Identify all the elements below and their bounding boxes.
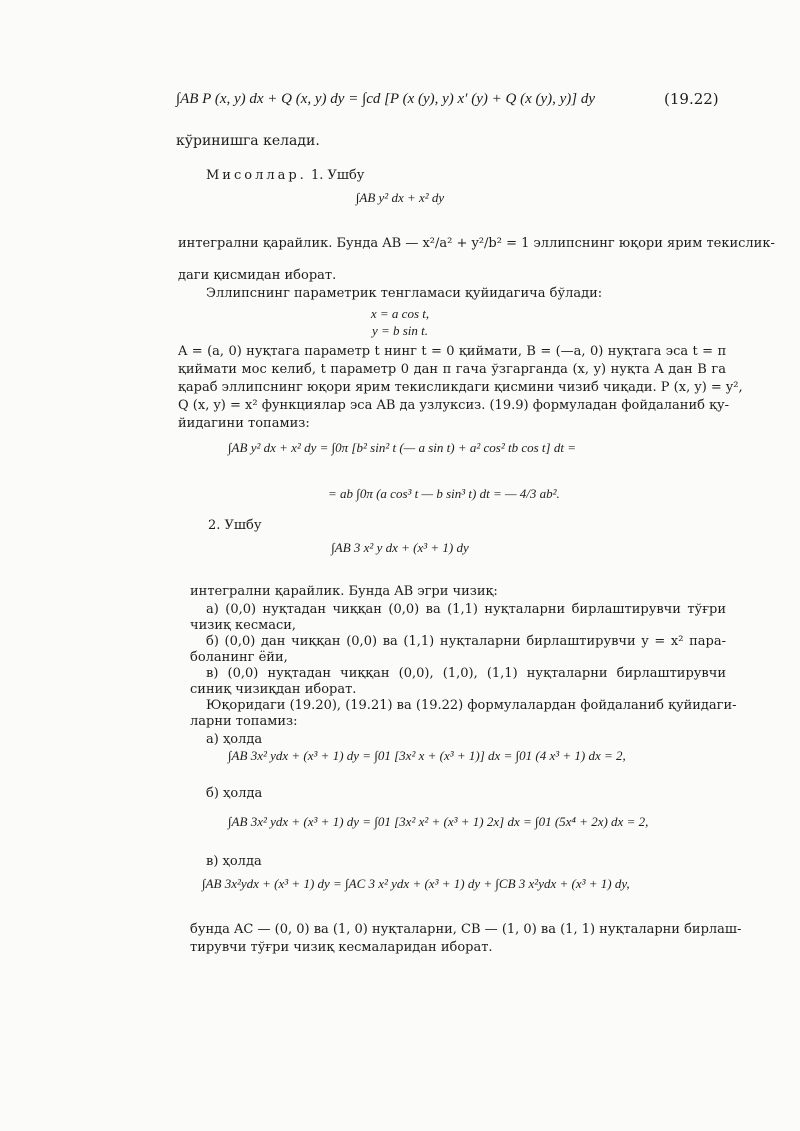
text-line: ларни топамиз: — [190, 714, 298, 729]
text-line: а) (0,0) нуқтадан чиққан (0,0) ва (1,1) нуқталарни бирлаштирувчи тўғри — [206, 602, 726, 617]
text-line: боланинг ёйи, — [190, 650, 288, 665]
text-line: Q (x, y) = x² функциялар эса AB да узлуксиз. (19.9) формуладан фойдаланиб қу- — [178, 398, 729, 413]
examples-heading — [206, 168, 364, 183]
text-line: A = (a, 0) нуқтага параметр t нинг t = 0 қиймати, B = (—a, 0) нуқтага эса t = π — [178, 344, 726, 359]
text-line: синиқ чизиқдан иборат. — [190, 682, 357, 697]
case-label-a: а) ҳолда — [206, 732, 263, 747]
integral-case-b: ∫AB 3x² ydx + (x³ + 1) dy = ∫01 [3x² x² + (x³ + 1) 2x] dx = ∫01 (5x⁴ + 2x) dx = 2, — [228, 814, 649, 829]
text-line: тирувчи тўғри чизиқ кесмаларидан иборат. — [190, 940, 493, 955]
case-label-c: в) ҳолда — [206, 854, 262, 869]
text-line: йидагини топамиз: — [178, 416, 310, 431]
integral-derivation: ∫AB y² dx + x² dy = ∫0π [b² sin² t (— a sin t) + a² cos² tb cos t] dt = — [228, 440, 576, 455]
text-line: қараб эллипснинг юқори ярим текисликдаги қисмини чизиб чиқади. P (x, y) = y², — [178, 380, 743, 395]
text-line: қиймати мос келиб, t параметр 0 дан π гача ўзгарганда (x, y) нуқта A дан B га — [178, 362, 726, 377]
case-label-b: б) ҳолда — [206, 786, 263, 801]
text-line: бунда AC — (0, 0) ва (1, 0) нуқталарни, CB — (1, 0) ва (1, 1) нуқталарни бирлаш- — [190, 922, 742, 937]
text-line: б) (0,0) дан чиққан (0,0) ва (1,1) нуқталарни бирлаштирувчи y = x² пара- — [206, 634, 726, 649]
text-line: интегрални қарайлик. Бунда AB — x²/a² + y²/b² = 1 эллипснинг юқори ярим текислик- — [178, 236, 775, 251]
integral-result: = ab ∫0π (a cos³ t — b sin³ t) dt = — 4/3 ab². — [328, 486, 560, 501]
examples-intro: 1. Ушбу — [310, 168, 365, 183]
integral-case-a: ∫AB 3x² ydx + (x³ + 1) dy = ∫01 [3x² x + (x³ + 1)] dx = ∫01 (4 x³ + 1) dx = 2, — [228, 748, 626, 763]
text-line: в) (0,0) нуқтадан чиққан (0,0), (1,0), (1,1) нуқталарни бирлаштирувчи — [206, 666, 726, 681]
param-eq-x: x = a cos t, — [370, 306, 430, 321]
text-line: 2. Ушбу — [208, 518, 262, 533]
text-line: Юқоридаги (19.20), (19.21) ва (19.22) формулалардан фойдаланиб қуйидаги- — [206, 698, 737, 713]
text-line: кўринишга келади. — [176, 133, 320, 149]
param-eq-y: y = b sin t. — [371, 323, 429, 338]
integral-example-2: ∫AB 3 x² y dx + (x³ + 1) dy — [331, 540, 469, 555]
equation-number: (19.22) — [664, 90, 719, 108]
text-line: Эллипснинг параметрик тенгламаси қуйидагича бўлади: — [206, 286, 603, 301]
text-line: интегрални қарайлик. Бунда AB эгри чизиқ: — [190, 584, 498, 599]
equation-19-22: ∫AB P (x, y) dx + Q (x, y) dy = ∫cd [P (x (y), y) x′ (y) + Q (x (y), y)] dy — [176, 91, 596, 107]
integral-example-1: ∫AB y² dx + x² dy — [355, 190, 445, 205]
examples-label: Мисоллар. — [206, 168, 307, 183]
text-line: даги қисмидан иборат. — [178, 268, 337, 283]
integral-case-c: ∫AB 3x²ydx + (x³ + 1) dy = ∫AC 3 x² ydx + (x³ + 1) dy + ∫CB 3 x²ydx + (x³ + 1) dy, — [202, 876, 630, 891]
text-line: чизиқ кесмаси, — [190, 618, 297, 633]
